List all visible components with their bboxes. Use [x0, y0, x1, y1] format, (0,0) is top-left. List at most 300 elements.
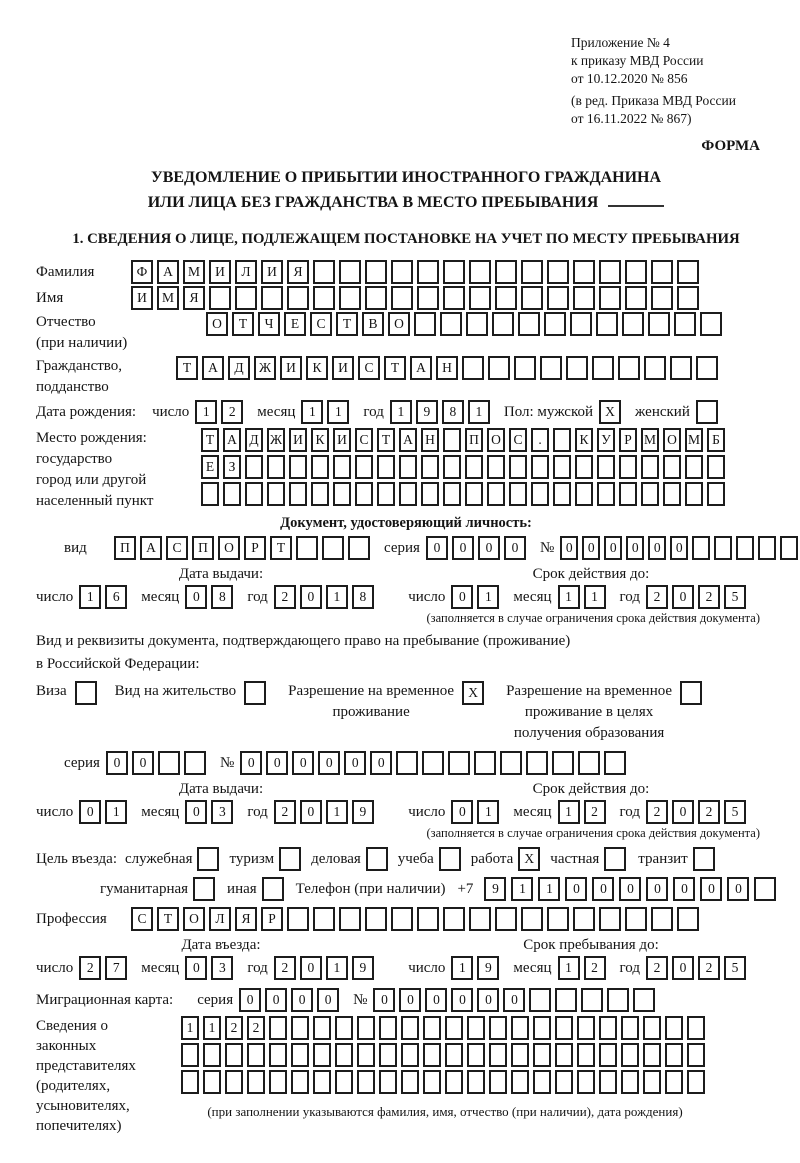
birthplace-cell[interactable]: А [223, 428, 241, 452]
temp-residence-checkbox[interactable]: X [462, 681, 484, 705]
given-name-cell[interactable] [495, 286, 517, 310]
surname-cell[interactable] [573, 260, 595, 284]
patronymic-cell[interactable] [440, 312, 462, 336]
representatives-cell[interactable] [687, 1016, 705, 1040]
doc-kind-cell[interactable]: О [218, 536, 240, 560]
representatives-cell[interactable] [665, 1016, 683, 1040]
representatives-cell[interactable] [555, 1043, 573, 1067]
given-name-cell[interactable]: Я [183, 286, 205, 310]
citizenship-cell[interactable] [618, 356, 640, 380]
birthplace-cell[interactable] [597, 455, 615, 479]
doc-issue-month-cell[interactable]: 8 [211, 585, 233, 609]
doc-kind-cell[interactable]: С [166, 536, 188, 560]
purpose-business-checkbox[interactable] [366, 847, 388, 871]
stay-month-cell[interactable]: 2 [584, 956, 606, 980]
sex-male-checkbox[interactable]: X [599, 400, 621, 424]
representatives-cell[interactable] [445, 1043, 463, 1067]
representatives-cell[interactable] [203, 1043, 221, 1067]
title-blank-underline[interactable] [608, 191, 664, 207]
purpose-work-checkbox[interactable]: X [518, 847, 540, 871]
surname-cell[interactable]: И [209, 260, 231, 284]
permit-issue-year-cell[interactable]: 1 [326, 800, 348, 824]
birthplace-cell[interactable] [465, 482, 483, 506]
phone-cell[interactable]: 0 [673, 877, 695, 901]
citizenship-cell[interactable]: Т [384, 356, 406, 380]
representatives-cell[interactable] [577, 1016, 595, 1040]
doc-kind-cell[interactable]: Т [270, 536, 292, 560]
permit-number-cell[interactable] [448, 751, 470, 775]
birth-year-cell[interactable]: 8 [442, 400, 464, 424]
citizenship-cell[interactable] [462, 356, 484, 380]
birthplace-cell[interactable]: К [311, 428, 329, 452]
birthplace-cell[interactable] [443, 482, 461, 506]
representatives-cell[interactable] [489, 1016, 507, 1040]
doc-issue-year-cell[interactable]: 0 [300, 585, 322, 609]
representatives-cell[interactable] [599, 1016, 617, 1040]
birthplace-cell[interactable] [553, 428, 571, 452]
entry-month-cell[interactable]: 3 [211, 956, 233, 980]
migration-number-cell[interactable]: 0 [503, 988, 525, 1012]
migration-number-cell[interactable] [581, 988, 603, 1012]
given-name-cell[interactable] [521, 286, 543, 310]
representatives-cell[interactable] [687, 1070, 705, 1094]
surname-cell[interactable]: Я [287, 260, 309, 284]
birthplace-cell[interactable] [311, 482, 329, 506]
profession-cell[interactable] [417, 907, 439, 931]
representatives-cell[interactable] [621, 1016, 639, 1040]
birthplace-cell[interactable]: . [531, 428, 549, 452]
citizenship-cell[interactable]: С [358, 356, 380, 380]
profession-cell[interactable]: Т [157, 907, 179, 931]
representatives-cell[interactable] [577, 1070, 595, 1094]
representatives-cell[interactable] [291, 1043, 309, 1067]
doc-issue-day-cell[interactable]: 6 [105, 585, 127, 609]
birthplace-cell[interactable] [465, 455, 483, 479]
profession-cell[interactable] [391, 907, 413, 931]
stay-day-cell[interactable]: 9 [477, 956, 499, 980]
birthplace-cell[interactable]: Р [619, 428, 637, 452]
birthplace-cell[interactable] [641, 455, 659, 479]
birthplace-cell[interactable]: И [289, 428, 307, 452]
birth-month-cell[interactable]: 1 [327, 400, 349, 424]
citizenship-cell[interactable] [644, 356, 666, 380]
representatives-cell[interactable] [291, 1016, 309, 1040]
representatives-cell[interactable] [379, 1043, 397, 1067]
representatives-cell[interactable] [555, 1070, 573, 1094]
citizenship-cell[interactable] [670, 356, 692, 380]
representatives-cell[interactable] [181, 1070, 199, 1094]
birthplace-cell[interactable]: О [487, 428, 505, 452]
doc-series-cell[interactable]: 0 [426, 536, 448, 560]
representatives-cell[interactable]: 2 [247, 1016, 265, 1040]
profession-cell[interactable] [339, 907, 361, 931]
permit-issue-day-cell[interactable]: 1 [105, 800, 127, 824]
given-name-cell[interactable] [469, 286, 491, 310]
birthplace-cell[interactable]: Н [421, 428, 439, 452]
given-name-cell[interactable] [547, 286, 569, 310]
given-name-cell[interactable] [391, 286, 413, 310]
representatives-cell[interactable] [643, 1043, 661, 1067]
birthplace-cell[interactable]: Б [707, 428, 725, 452]
stay-year-cell[interactable]: 2 [698, 956, 720, 980]
representatives-cell[interactable] [269, 1016, 287, 1040]
birthplace-cell[interactable] [487, 455, 505, 479]
surname-cell[interactable]: Ф [131, 260, 153, 284]
birthplace-cell[interactable]: Д [245, 428, 263, 452]
permit-issue-day-cell[interactable]: 0 [79, 800, 101, 824]
representatives-cell[interactable] [445, 1070, 463, 1094]
birthplace-cell[interactable]: З [223, 455, 241, 479]
representatives-cell[interactable] [335, 1043, 353, 1067]
doc-kind-cell[interactable]: А [140, 536, 162, 560]
purpose-business-trip-checkbox[interactable] [197, 847, 219, 871]
patronymic-cell[interactable] [674, 312, 696, 336]
phone-cell[interactable]: 0 [646, 877, 668, 901]
birthplace-cell[interactable] [597, 482, 615, 506]
birthplace-cell[interactable]: Ж [267, 428, 285, 452]
representatives-cell[interactable] [423, 1043, 441, 1067]
birthplace-cell[interactable] [399, 482, 417, 506]
surname-cell[interactable] [547, 260, 569, 284]
representatives-cell[interactable] [423, 1016, 441, 1040]
purpose-humanitarian-checkbox[interactable] [193, 877, 215, 901]
doc-valid-month-cell[interactable]: 1 [584, 585, 606, 609]
representatives-cell[interactable] [225, 1043, 243, 1067]
representatives-cell[interactable] [445, 1016, 463, 1040]
patronymic-cell[interactable]: В [362, 312, 384, 336]
birth-day-cell[interactable]: 2 [221, 400, 243, 424]
representatives-cell[interactable] [533, 1070, 551, 1094]
representatives-cell[interactable]: 1 [181, 1016, 199, 1040]
given-name-cell[interactable] [599, 286, 621, 310]
doc-series-cell[interactable]: 0 [452, 536, 474, 560]
migration-number-cell[interactable]: 0 [373, 988, 395, 1012]
doc-issue-day-cell[interactable]: 1 [79, 585, 101, 609]
doc-valid-year-cell[interactable]: 2 [646, 585, 668, 609]
birthplace-cell[interactable]: П [465, 428, 483, 452]
permit-number-cell[interactable] [396, 751, 418, 775]
doc-number-cell[interactable] [692, 536, 710, 560]
birthplace-cell[interactable] [531, 482, 549, 506]
permit-valid-year-cell[interactable]: 5 [724, 800, 746, 824]
representatives-cell[interactable] [467, 1016, 485, 1040]
doc-series-cell[interactable]: 0 [478, 536, 500, 560]
representatives-cell[interactable] [313, 1070, 331, 1094]
profession-cell[interactable]: С [131, 907, 153, 931]
doc-kind-cell[interactable]: Р [244, 536, 266, 560]
patronymic-cell[interactable]: Т [336, 312, 358, 336]
birthplace-cell[interactable]: И [333, 428, 351, 452]
representatives-cell[interactable] [203, 1070, 221, 1094]
phone-cell[interactable]: 0 [700, 877, 722, 901]
purpose-tourism-checkbox[interactable] [279, 847, 301, 871]
birthplace-cell[interactable] [267, 482, 285, 506]
phone-cell[interactable]: 0 [592, 877, 614, 901]
patronymic-cell[interactable] [492, 312, 514, 336]
doc-number-cell[interactable] [714, 536, 732, 560]
citizenship-cell[interactable] [696, 356, 718, 380]
permit-number-cell[interactable] [604, 751, 626, 775]
doc-number-cell[interactable] [736, 536, 754, 560]
birthplace-cell[interactable] [421, 455, 439, 479]
doc-kind-cell[interactable] [296, 536, 318, 560]
patronymic-cell[interactable] [570, 312, 592, 336]
birthplace-cell[interactable]: С [355, 428, 373, 452]
representatives-cell[interactable] [489, 1070, 507, 1094]
permit-issue-year-cell[interactable]: 2 [274, 800, 296, 824]
phone-cell[interactable]: 0 [619, 877, 641, 901]
birthplace-cell[interactable] [201, 482, 219, 506]
citizenship-cell[interactable] [592, 356, 614, 380]
surname-cell[interactable]: М [183, 260, 205, 284]
permit-valid-month-cell[interactable]: 2 [584, 800, 606, 824]
birthplace-cell[interactable]: К [575, 428, 593, 452]
doc-issue-year-cell[interactable]: 8 [352, 585, 374, 609]
birthplace-cell[interactable] [663, 482, 681, 506]
permit-issue-year-cell[interactable]: 9 [352, 800, 374, 824]
birth-day-cell[interactable]: 1 [195, 400, 217, 424]
permit-valid-year-cell[interactable]: 2 [646, 800, 668, 824]
representatives-cell[interactable] [621, 1070, 639, 1094]
doc-number-cell[interactable]: 0 [604, 536, 622, 560]
representatives-cell[interactable] [533, 1043, 551, 1067]
permit-series-cell[interactable]: 0 [106, 751, 128, 775]
birthplace-cell[interactable] [289, 482, 307, 506]
representatives-cell[interactable] [599, 1043, 617, 1067]
permit-number-cell[interactable]: 0 [240, 751, 262, 775]
surname-cell[interactable] [443, 260, 465, 284]
doc-valid-day-cell[interactable]: 0 [451, 585, 473, 609]
given-name-cell[interactable] [209, 286, 231, 310]
representatives-cell[interactable] [335, 1016, 353, 1040]
migration-number-cell[interactable]: 0 [425, 988, 447, 1012]
patronymic-cell[interactable] [700, 312, 722, 336]
surname-cell[interactable] [417, 260, 439, 284]
phone-cell[interactable]: 0 [727, 877, 749, 901]
doc-issue-year-cell[interactable]: 2 [274, 585, 296, 609]
citizenship-cell[interactable]: А [410, 356, 432, 380]
entry-year-cell[interactable]: 9 [352, 956, 374, 980]
permit-number-cell[interactable]: 0 [370, 751, 392, 775]
permit-valid-year-cell[interactable]: 0 [672, 800, 694, 824]
representatives-cell[interactable] [357, 1043, 375, 1067]
representatives-cell[interactable] [313, 1043, 331, 1067]
purpose-study-checkbox[interactable] [439, 847, 461, 871]
migration-number-cell[interactable] [529, 988, 551, 1012]
patronymic-cell[interactable]: О [206, 312, 228, 336]
migration-number-cell[interactable] [607, 988, 629, 1012]
profession-cell[interactable] [651, 907, 673, 931]
profession-cell[interactable] [287, 907, 309, 931]
education-residence-checkbox[interactable] [680, 681, 702, 705]
birthplace-cell[interactable] [575, 455, 593, 479]
patronymic-cell[interactable] [518, 312, 540, 336]
representatives-cell[interactable] [401, 1016, 419, 1040]
phone-cell[interactable] [754, 877, 776, 901]
purpose-other-checkbox[interactable] [262, 877, 284, 901]
given-name-cell[interactable] [365, 286, 387, 310]
birthplace-cell[interactable] [641, 482, 659, 506]
representatives-cell[interactable] [247, 1070, 265, 1094]
birthplace-cell[interactable] [509, 455, 527, 479]
representatives-cell[interactable] [423, 1070, 441, 1094]
representatives-cell[interactable] [247, 1043, 265, 1067]
birthplace-cell[interactable]: А [399, 428, 417, 452]
given-name-cell[interactable] [313, 286, 335, 310]
purpose-transit-checkbox[interactable] [693, 847, 715, 871]
surname-cell[interactable] [391, 260, 413, 284]
birthplace-cell[interactable]: У [597, 428, 615, 452]
profession-cell[interactable]: Л [209, 907, 231, 931]
patronymic-cell[interactable] [596, 312, 618, 336]
birthplace-cell[interactable] [509, 482, 527, 506]
surname-cell[interactable] [365, 260, 387, 284]
surname-cell[interactable] [495, 260, 517, 284]
surname-cell[interactable] [625, 260, 647, 284]
permit-number-cell[interactable] [552, 751, 574, 775]
birthplace-cell[interactable] [399, 455, 417, 479]
birthplace-cell[interactable] [443, 455, 461, 479]
doc-valid-year-cell[interactable]: 0 [672, 585, 694, 609]
permit-valid-day-cell[interactable]: 1 [477, 800, 499, 824]
birthplace-cell[interactable] [707, 455, 725, 479]
permit-valid-day-cell[interactable]: 0 [451, 800, 473, 824]
doc-number-cell[interactable] [780, 536, 798, 560]
residence-permit-checkbox[interactable] [244, 681, 266, 705]
migration-series-cell[interactable]: 0 [265, 988, 287, 1012]
citizenship-cell[interactable] [514, 356, 536, 380]
birthplace-cell[interactable] [377, 455, 395, 479]
permit-number-cell[interactable]: 0 [292, 751, 314, 775]
doc-valid-month-cell[interactable]: 1 [558, 585, 580, 609]
profession-cell[interactable]: О [183, 907, 205, 931]
surname-cell[interactable]: А [157, 260, 179, 284]
profession-cell[interactable] [443, 907, 465, 931]
doc-number-cell[interactable]: 0 [560, 536, 578, 560]
representatives-cell[interactable] [379, 1016, 397, 1040]
birthplace-cell[interactable] [707, 482, 725, 506]
birthplace-cell[interactable] [531, 455, 549, 479]
surname-cell[interactable]: Л [235, 260, 257, 284]
entry-day-cell[interactable]: 7 [105, 956, 127, 980]
given-name-cell[interactable] [339, 286, 361, 310]
citizenship-cell[interactable]: А [202, 356, 224, 380]
birthplace-cell[interactable] [421, 482, 439, 506]
patronymic-cell[interactable] [414, 312, 436, 336]
permit-valid-month-cell[interactable]: 1 [558, 800, 580, 824]
profession-cell[interactable] [625, 907, 647, 931]
given-name-cell[interactable] [651, 286, 673, 310]
birthplace-cell[interactable]: С [509, 428, 527, 452]
birthplace-cell[interactable] [663, 455, 681, 479]
given-name-cell[interactable] [443, 286, 465, 310]
doc-issue-month-cell[interactable]: 0 [185, 585, 207, 609]
phone-cell[interactable]: 1 [538, 877, 560, 901]
profession-cell[interactable]: Р [261, 907, 283, 931]
representatives-cell[interactable] [269, 1070, 287, 1094]
surname-cell[interactable] [521, 260, 543, 284]
patronymic-cell[interactable]: Т [232, 312, 254, 336]
entry-year-cell[interactable]: 0 [300, 956, 322, 980]
citizenship-cell[interactable]: Ж [254, 356, 276, 380]
phone-cell[interactable]: 1 [511, 877, 533, 901]
profession-cell[interactable]: Я [235, 907, 257, 931]
surname-cell[interactable] [599, 260, 621, 284]
birth-year-cell[interactable]: 1 [390, 400, 412, 424]
profession-cell[interactable] [495, 907, 517, 931]
patronymic-cell[interactable]: С [310, 312, 332, 336]
migration-series-cell[interactable]: 0 [291, 988, 313, 1012]
representatives-cell[interactable] [489, 1043, 507, 1067]
birthplace-cell[interactable] [245, 482, 263, 506]
purpose-private-checkbox[interactable] [604, 847, 626, 871]
doc-valid-day-cell[interactable]: 1 [477, 585, 499, 609]
representatives-cell[interactable] [313, 1016, 331, 1040]
permit-series-cell[interactable] [184, 751, 206, 775]
surname-cell[interactable] [469, 260, 491, 284]
migration-number-cell[interactable]: 0 [399, 988, 421, 1012]
patronymic-cell[interactable] [648, 312, 670, 336]
birthplace-cell[interactable] [245, 455, 263, 479]
citizenship-cell[interactable]: И [332, 356, 354, 380]
birthplace-cell[interactable] [223, 482, 241, 506]
permit-number-cell[interactable] [422, 751, 444, 775]
doc-valid-year-cell[interactable]: 5 [724, 585, 746, 609]
birth-year-cell[interactable]: 1 [468, 400, 490, 424]
given-name-cell[interactable] [625, 286, 647, 310]
entry-year-cell[interactable]: 2 [274, 956, 296, 980]
profession-cell[interactable] [599, 907, 621, 931]
patronymic-cell[interactable]: О [388, 312, 410, 336]
doc-number-cell[interactable]: 0 [670, 536, 688, 560]
doc-issue-year-cell[interactable]: 1 [326, 585, 348, 609]
doc-series-cell[interactable]: 0 [504, 536, 526, 560]
permit-number-cell[interactable]: 0 [318, 751, 340, 775]
birthplace-cell[interactable] [553, 482, 571, 506]
representatives-cell[interactable] [269, 1043, 287, 1067]
birthplace-cell[interactable] [685, 482, 703, 506]
patronymic-cell[interactable]: Ч [258, 312, 280, 336]
representatives-cell[interactable] [555, 1016, 573, 1040]
birthplace-cell[interactable] [685, 455, 703, 479]
citizenship-cell[interactable] [488, 356, 510, 380]
doc-valid-year-cell[interactable]: 2 [698, 585, 720, 609]
representatives-cell[interactable] [357, 1070, 375, 1094]
patronymic-cell[interactable] [622, 312, 644, 336]
migration-number-cell[interactable] [555, 988, 577, 1012]
birthplace-cell[interactable] [377, 482, 395, 506]
migration-number-cell[interactable]: 0 [477, 988, 499, 1012]
entry-month-cell[interactable]: 0 [185, 956, 207, 980]
representatives-cell[interactable] [665, 1043, 683, 1067]
given-name-cell[interactable]: М [157, 286, 179, 310]
patronymic-cell[interactable] [544, 312, 566, 336]
birthplace-cell[interactable] [619, 482, 637, 506]
stay-day-cell[interactable]: 1 [451, 956, 473, 980]
profession-cell[interactable] [547, 907, 569, 931]
permit-issue-month-cell[interactable]: 0 [185, 800, 207, 824]
migration-number-cell[interactable] [633, 988, 655, 1012]
citizenship-cell[interactable]: Т [176, 356, 198, 380]
permit-number-cell[interactable] [526, 751, 548, 775]
permit-series-cell[interactable]: 0 [132, 751, 154, 775]
representatives-cell[interactable] [511, 1070, 529, 1094]
representatives-cell[interactable] [599, 1070, 617, 1094]
patronymic-cell[interactable] [466, 312, 488, 336]
surname-cell[interactable]: И [261, 260, 283, 284]
permit-number-cell[interactable]: 0 [344, 751, 366, 775]
given-name-cell[interactable] [677, 286, 699, 310]
